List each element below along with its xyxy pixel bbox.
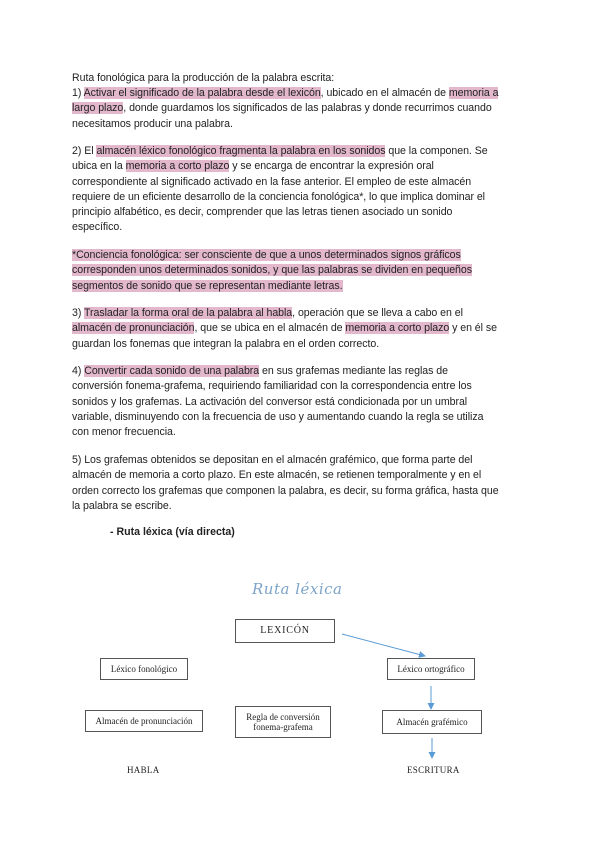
paragraph-2 — [72, 144, 500, 236]
regla-conversion-line1: Regla de conversión — [246, 712, 320, 722]
lexico-fonologico-box — [100, 658, 188, 680]
paragraph-3 — [72, 306, 500, 352]
p2-text-a: 2) El — [72, 145, 97, 157]
p1-text-a: 1) — [72, 87, 84, 99]
document-title — [72, 71, 500, 86]
p1-text-c: , donde guardamos los significados de las palabras y donde recurrimos cuando necesitamos producir una palabra. — [72, 102, 492, 130]
paragraph-1 — [72, 86, 500, 132]
paragraph-5 — [72, 453, 500, 514]
title-text: Ruta fonológica para la producción de la palabra escrita: — [72, 72, 335, 84]
lexicon-box — [235, 619, 335, 643]
almacen-grafemico-box — [382, 710, 482, 734]
p2-highlight-1: almacén léxico fonológico fragmenta la palabra en los sonidos — [96, 145, 386, 157]
p3-highlight-1: Trasladar la forma oral de la palabra al habla — [84, 307, 293, 319]
paragraph-4 — [72, 364, 500, 440]
almacen-pronunciacion-label: Almacén de pronunciación — [95, 716, 193, 726]
almacen-pronunciacion-box — [85, 710, 203, 732]
p3-text-d: y en él se guardan los fonemas que integran la palabra en el orden correcto. — [72, 322, 497, 350]
p3-highlight-3: memoria a corto plazo — [345, 322, 450, 335]
escritura-label: ESCRITURA — [407, 765, 460, 775]
p1-highlight-1: Activar el significado de la palabra desde el lexicón — [83, 87, 321, 99]
p2-text-c: y se encarga de encontrar la expresión oral correspondiente al significado activado en la fase anterior. El empleo de este almacén requiere de un eficiente desarrollo de la conciencia fonológica*, lo que implica dominar el principio alfabético, es decir, comprender que las letras tienen asociado un sonido específico. — [72, 160, 485, 234]
diagram-arrows — [0, 570, 600, 800]
lexicon-label: LEXICÓN — [260, 625, 310, 636]
route-heading: - Ruta léxica (vía directa) — [110, 526, 235, 538]
p3-text-b: , operación que se lleva a cabo en el — [292, 307, 463, 319]
diagram-title: Ruta léxica — [252, 580, 343, 598]
p4-highlight-1: Convertir cada sonido de una palabra — [84, 365, 260, 377]
footnote-highlight: *Conciencia fonológica: ser consciente de que a unos determinados signos gráficos corresponden unos determinados sonidos, y que las palabras se dividen en pequeños segmentos de sonido que se representan mediante letras. — [72, 249, 472, 292]
p5-text: 5) Los grafemas obtenidos se depositan en el almacén grafémico, que forma parte del almacén de memoria a corto plazo. En este almacén, se retienen temporalmente y en el orden correcto los grafemas que componen la palabra, es decir, su forma gráfica, hasta que la palabra se escribe. — [72, 454, 499, 512]
p3-highlight-2: almacén de pronunciación — [72, 322, 195, 335]
p3-text-a: 3) — [72, 307, 85, 319]
p4-text-a: 4) — [72, 365, 85, 377]
p4-text-b: en sus grafemas mediante las reglas de conversión fonema-grafema, requiriendo familiaridad con la correspondencia entre los sonidos y los grafemas. La activación del conversor está condicionada por un umbral variable, disminuyendo con la frecuencia de uso y aumentando cuando la regla se utiliza con menor frecuencia. — [72, 365, 484, 439]
p2-highlight-2: memoria a corto plazo — [125, 160, 230, 173]
lexico-ortografico-label: Léxico ortográfico — [397, 664, 465, 674]
p1-highlight-2: memoria a largo plazo — [72, 87, 499, 115]
p1-text-b: , ubicado en el almacén de — [320, 87, 449, 99]
regla-conversion-box — [235, 706, 331, 738]
almacen-grafemico-label: Almacén grafémico — [396, 717, 468, 727]
arrow-lexicon-to-ortografico — [342, 634, 425, 656]
p3-text-c: , que se ubica en el almacén de — [194, 322, 346, 335]
regla-conversion-line2: fonema-grafema — [253, 722, 313, 732]
lexico-ortografico-box — [387, 658, 475, 680]
p2-text-b: que la componen. Se ubica en la — [72, 145, 488, 173]
habla-label: HABLA — [127, 765, 160, 775]
lexico-fonologico-label: Léxico fonológico — [110, 664, 178, 674]
footnote-paragraph — [72, 248, 500, 294]
lexical-route-diagram — [0, 570, 600, 800]
